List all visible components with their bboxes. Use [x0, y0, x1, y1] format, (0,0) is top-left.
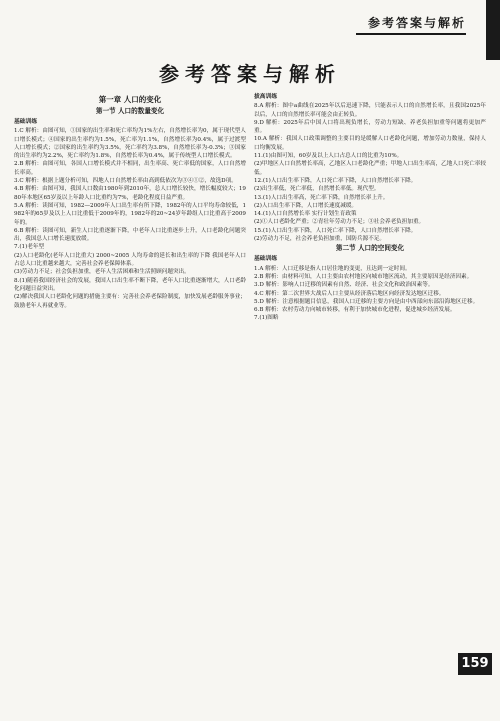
answer-paragraph: 5.D 解析：注意根据题目信息，我国人口迁移的主要方向是由中西部向东部沿海地区迁移。: [254, 298, 479, 305]
answer-paragraph: 8.A 解析：图中a曲线在2025年以后迅速下降，只能表示人口的自然增长率，且我国2025年以后，人口的自然增长率可能会由正转负。: [254, 103, 486, 118]
answer-paragraph: 7.(1)图略: [254, 315, 279, 322]
answer-paragraph: (2)甲地区人口自然增长率高，乙地区人口老龄化严重；甲地人口出生率高，乙地人口死亡率较低。: [254, 161, 486, 176]
answer-paragraph: 3.D 解析：影响人口迁移的因素有自然、经济、社会文化和政治因素等。: [254, 282, 434, 289]
left-column: [14, 92, 246, 310]
answer-paragraph: 6.B 解析：农村劳动力向城市转移，有利于加快城市化进程，促进城乡经济发展。: [254, 307, 456, 314]
answer-paragraph: (3)劳动力不足；社会负担加重，老年人生活困难和生活照顾问题突出。: [14, 269, 190, 276]
answer-paragraph: (2)劳动力不足，社会养老负担加重，国防兵源不足。: [254, 236, 385, 243]
answer-paragraph: 10.A 解析：我国人口政策调整的主要目的是缓解人口老龄化问题，增加劳动力数量，保持人口均衡发展。: [254, 136, 486, 151]
subheading-basic-training: 基础训练: [14, 119, 38, 125]
answer-paragraph: 5.A 解析：读图可知，1982—2009年人口出生率有所下降，1982年的人口平均寿命较低，1982年的65岁及以上人口比重低于2009年的，1982年的20~24岁年龄组人口比重高于2009年的。: [14, 202, 246, 226]
answer-paragraph: 4.B 解析：由图可知，我国人口数由1980年到2010年，总人口增长较快，增长幅度较大；1980年本地区65岁及以上年龄人口比重约为7%，老龄化程度日益严重。: [14, 186, 246, 201]
section-title: 第一节 人口的数量变化: [95, 107, 165, 115]
subheading-advanced-training: 拔高训练: [254, 94, 278, 100]
right-column: [254, 92, 486, 323]
answer-paragraph: (2)①人口老龄化严重；②青壮年劳动力不足；③社会养老负担加重。: [254, 219, 425, 226]
header-divider: [356, 33, 466, 35]
answer-paragraph: (2)出生率低，死亡率低，自然增长率低。现代型。: [254, 186, 380, 193]
answer-paragraph: 1.C 解析：由图可知，①国家的出生率和死亡率均为1%左右，自然增长率为0，属于现代型人口增长模式；④国家的出生率约为1.5%，死亡率为1.1%，自然增长率为0.4%，属于过渡型人口增长模式；②国家的出生率约为3.5%，死亡率约为3.8%，自然增长率为-0.3%；③国家的出生率约为2.2%，死亡率约为1.8%，自然增长率为0.4%，属于传统型人口增长模式。: [14, 128, 246, 160]
answer-paragraph: 8.(1)随着我国经济社会的发展，我国人口出生率不断下降，老年人口比重逐渐增大，人口老龄化问题日益突出。: [14, 277, 246, 292]
answer-paragraph: 11.(1)由图可知，60岁及以上人口占总人口的比重为10%。: [254, 153, 403, 160]
subheading-basic-training: 基础训练: [254, 256, 278, 263]
page-title: 参考答案与解析: [159, 62, 341, 86]
page-header: [0, 0, 500, 42]
section-title: 第二节 人口的空间变化: [335, 244, 405, 253]
answer-paragraph: (2)人口老龄化(老年人口比重大) 2000~2005 人均寿命的延长和出生率的下降 我国老年人口占总人口比重越来越大，完善社会养老保障体系。: [14, 252, 246, 268]
answer-paragraph: 15.(1)人口出生率下降，人口死亡率下降，人口自然增长率下降。: [254, 227, 417, 234]
answer-paragraph: 1.A 解析：人口迁移是指人口居住地的变更，且达到一定时间。: [254, 265, 411, 272]
answer-paragraph: 13.(1)人口出生率高，死亡率下降，自然增长率上升。: [254, 194, 389, 201]
answer-paragraph: 9.D 解析：2025年后中国人口将出现负增长，劳动力短缺、养老负担加重等问题将更加严重。: [254, 119, 486, 135]
answer-paragraph: (2)解决我国人口老龄化问题的措施主要有：完善社会养老保险制度，加快发展老龄服务事业；鼓励老年人再就业等。: [14, 294, 246, 309]
answer-paragraph: 2.B 解析：由材料可知，人口主要由农村地区向城市地区流动，其主要原因是经济因素。: [254, 273, 473, 280]
chapter-title: 第一章 人口的变化: [98, 95, 162, 104]
answer-paragraph: 3.C 解析：根据上题分析可知，四地人口自然增长率由高到低依次为③④①②，故选D项。: [14, 178, 237, 185]
answer-paragraph: 7.(1)老年型: [14, 244, 45, 251]
answer-paragraph: (2)人口出生率下降，人口增长速度减缓。: [254, 202, 358, 209]
answer-paragraph: 4.C 解析：第二次世界大战后人口主要从经济落后地区向经济发达地区迁移。: [254, 290, 445, 297]
answer-paragraph: 12.(1)人口出生率下降，人口死亡率下降，人口自然增长率下降。: [254, 177, 417, 184]
header-title: 参考答案与解析: [367, 16, 466, 30]
answer-paragraph: 14.(1)人口自然增长率 实行计划生育政策: [254, 211, 357, 218]
answer-paragraph: 6.B 解析：读图可知，新生人口比重逐渐下降，中老年人口比重逐步上升，人口老龄化问题突出，我国总人口增长速度放缓。: [14, 227, 246, 243]
side-tab-marker: [486, 0, 500, 60]
page-number: 159: [458, 653, 492, 675]
answer-paragraph: 2.B 解析：由图可知，各国人口增长模式并不相同，出生率高、死亡率低的国家，人口自然增长率高。: [14, 161, 246, 176]
